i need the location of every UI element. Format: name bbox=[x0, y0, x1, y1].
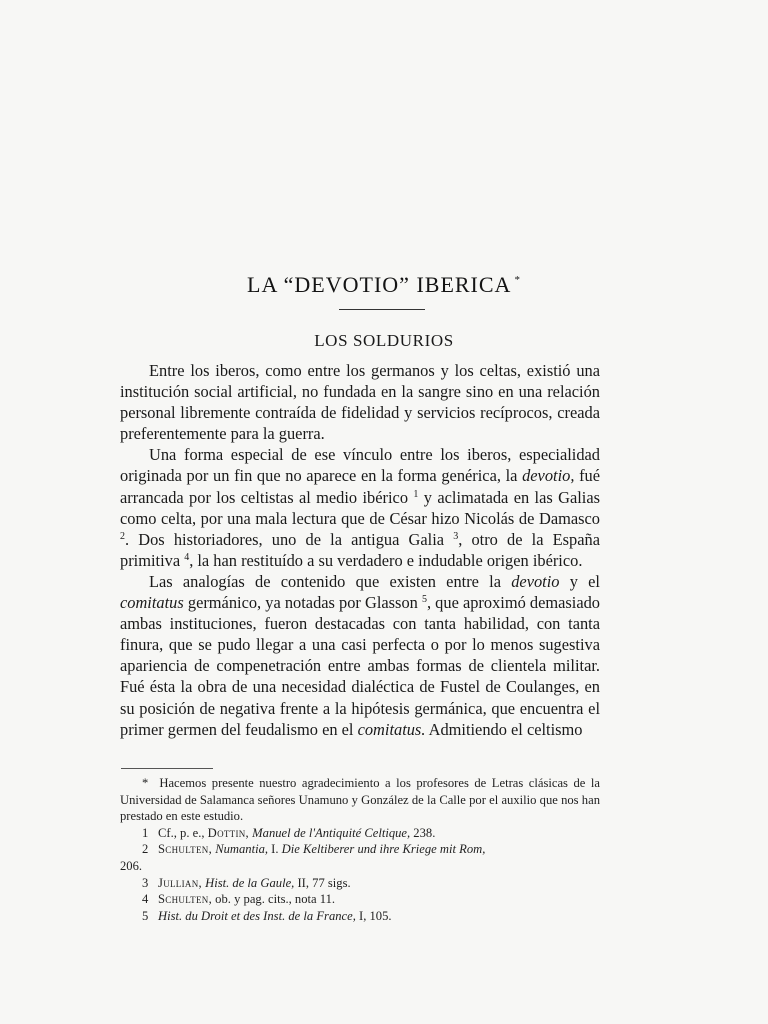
text-run: , la han restituído a su verdadero e indudable origen ibérico. bbox=[189, 550, 583, 570]
footnote-text: II, 77 sigs. bbox=[294, 875, 351, 890]
footnote-number: 2 bbox=[142, 842, 149, 857]
footnote-mark: * bbox=[142, 776, 149, 790]
footnote-ref: 5 bbox=[421, 594, 427, 606]
footnote-5 bbox=[120, 908, 600, 925]
body-text bbox=[120, 360, 600, 740]
italic-term: comitatus bbox=[120, 593, 184, 613]
footnote-work: Die Keltiberer und ihre Kriege mit Rom, bbox=[281, 842, 486, 857]
text-run: fué arrancada por los celtistas al medio ibérico bbox=[120, 466, 600, 507]
paragraph-3 bbox=[120, 571, 600, 740]
footnote-author: Schulten, bbox=[158, 892, 213, 907]
article-title bbox=[0, 272, 768, 298]
text-run: y el bbox=[559, 571, 600, 591]
footnote-author: Schulten, bbox=[158, 842, 213, 857]
section-heading: LOS SOLDURIOS bbox=[314, 331, 454, 350]
italic-term: comitatus. bbox=[357, 719, 426, 739]
article-title-text: LA “DEVOTIO” IBERICA bbox=[247, 272, 512, 297]
footnote-text: I. bbox=[268, 842, 282, 857]
footnote-ref: 4 bbox=[184, 551, 190, 563]
paragraph-2 bbox=[120, 444, 600, 571]
footnote-2 bbox=[120, 841, 600, 874]
footnote-work: Manuel de l'Antiquité Celtique, bbox=[252, 825, 411, 840]
footnote-author: Dottin, bbox=[207, 825, 250, 840]
title-footnote-mark: * bbox=[514, 274, 521, 286]
footnote-number: 3 bbox=[142, 875, 149, 890]
footnote-text: Hacemos presente nuestro agradecimiento a los profesores de Letras clásicas de la Universidad de Salamanca señores Unamuno y González de la Calle por el auxilio que nos han prestado en este estudio. bbox=[120, 776, 601, 824]
footnote-ref: 3 bbox=[453, 530, 459, 542]
footnote-text: ob. y pag. cits., nota 11. bbox=[212, 892, 336, 907]
footnotes bbox=[120, 775, 600, 924]
footnote-number: 1 bbox=[142, 825, 149, 840]
footnote-star bbox=[120, 775, 600, 825]
text-run: y aclimatada en las Galias como celta, por una mala lectura que de César hizo Nicolás de Damasco bbox=[120, 487, 600, 528]
footnote-1 bbox=[120, 825, 600, 842]
footnote-author: Jullian, bbox=[158, 875, 202, 890]
footnote-work: Numantia, bbox=[215, 842, 269, 857]
title-rule bbox=[339, 309, 425, 310]
footnote-separator bbox=[121, 768, 213, 769]
italic-term: devotio, bbox=[522, 466, 575, 486]
italic-term: devotio bbox=[511, 571, 560, 591]
footnote-4 bbox=[120, 891, 600, 908]
footnote-text: 206. bbox=[120, 858, 143, 873]
text-run: Las analogías de contenido que existen entre la bbox=[149, 571, 512, 591]
text-run: . Dos historiadores, uno de la antigua Galia bbox=[125, 529, 454, 549]
footnote-ref: 1 bbox=[413, 488, 419, 500]
footnote-work: Hist. de la Gaule, bbox=[205, 875, 295, 890]
text-run: Una forma especial de ese vínculo entre los iberos, especialidad originada por un fin que no aparece en la forma genérica, la bbox=[120, 445, 600, 486]
footnote-ref: 2 bbox=[120, 530, 125, 542]
footnote-number: 5 bbox=[142, 908, 149, 923]
footnote-text: I, 105. bbox=[355, 908, 392, 923]
text-run: germánico, ya notadas por Glasson bbox=[183, 593, 422, 613]
text-run: Admitiendo el celtismo bbox=[425, 719, 583, 739]
footnote-work: Hist. du Droit et des Inst. de la France, bbox=[158, 908, 356, 923]
paragraph-1: Entre los iberos, como entre los germanos y los celtas, existió una institución social artificial, no fundada en la sangre sino en una relación personal libremente contraída de fidelidad y servicios recíprocos, creada preferentemente para la guerra. bbox=[120, 361, 600, 444]
footnote-text: Cf., p. e., bbox=[158, 825, 208, 840]
footnote-number: 4 bbox=[142, 892, 149, 907]
footnote-3 bbox=[120, 875, 600, 892]
text-run: , que aproximó demasiado ambas instituciones, fueron destacadas con tanta habilidad, con tanta finura, que se pudo llegar a una casi perfecta o por lo menos sugestiva apariencia de compenetración entre ambas formas de clientela militar. Fué ésta la obra de una necesidad dialéctica de Fustel de Coulanges, en su posición de negativa frente a la hipótesis germánica, que encuentra el primer germen del feudalismo en el bbox=[120, 593, 600, 739]
footnote-text: 238. bbox=[410, 825, 436, 840]
text-run: , otro de la España primitiva bbox=[120, 529, 600, 570]
